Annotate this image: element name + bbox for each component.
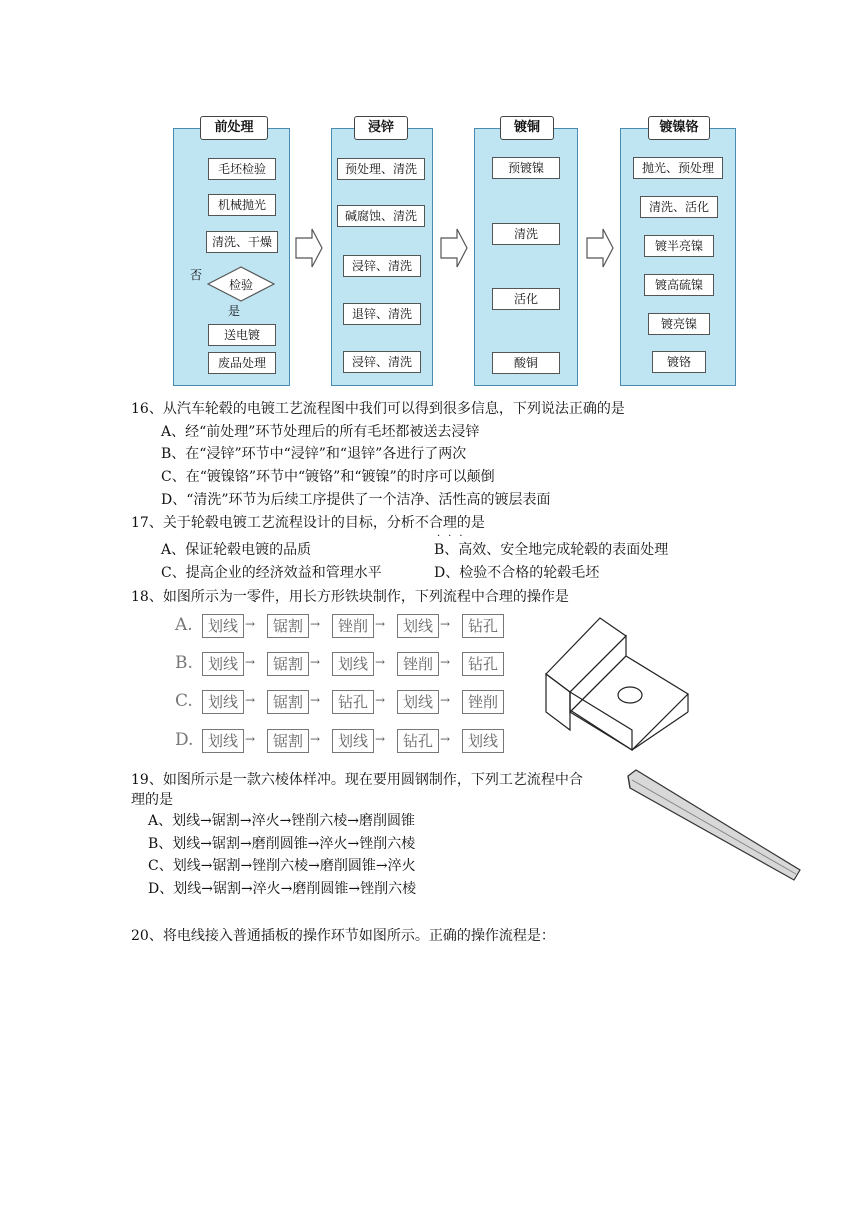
stage-arrow-3 [587,229,613,267]
stage-arrow-2 [441,229,467,267]
flow-arrow-icon: → [310,617,321,631]
q17-option-a[interactable]: A、保证轮毂电镀的品质 [161,542,312,558]
step-box: 退锌、清洗 [343,303,421,325]
process-step-box: 划线 [332,652,374,676]
q19-option-b[interactable]: B、划线→锯割→磨削圆锥→淬火→锉削六棱 [148,836,416,852]
q17-option-c[interactable]: C、提高企业的经济效益和管理水平 [161,565,382,581]
flow-arrow-icon: → [245,693,256,707]
emphasis-dots: ··· [437,531,471,542]
process-step-box: 划线 [202,652,244,676]
panel-title: 镀镍铬 [648,116,710,140]
q16-option-b[interactable]: B、在“浸锌”环节中“浸锌”和“退锌”各进行了两次 [161,446,467,462]
stage-arrow-1 [296,229,322,267]
step-box: 镀铬 [652,351,706,373]
q18-option-letter[interactable]: B. [175,653,193,673]
q17-stem: 17、关于轮毂电镀工艺流程设计的目标，分析不合理的是 [131,515,485,531]
step-box: 浸锌、清洗 [343,351,421,373]
process-step-box: 钻孔 [332,690,374,714]
process-step-box: 划线 [397,614,439,638]
flow-arrow-icon: → [375,617,386,631]
process-step-box: 划线 [332,729,374,753]
flow-arrow-icon: → [375,732,386,746]
process-step-box: 锯割 [267,652,309,676]
process-step-box: 划线 [397,690,439,714]
step-box: 预处理、清洗 [337,158,425,180]
step-box: 清洗、活化 [640,196,718,218]
part-isometric-drawing [540,612,696,752]
process-step-box: 钻孔 [397,729,439,753]
q17-option-b[interactable]: B、高效、安全地完成轮毂的表面处理 [434,542,669,558]
q19-option-c[interactable]: C、划线→锯割→锉削六棱→磨削圆锥→淬火 [148,858,416,874]
step-box: 毛坯检验 [208,158,276,180]
step-box: 预镀镍 [492,157,560,179]
step-box: 活化 [492,288,560,310]
hexagonal-punch-drawing [622,766,806,886]
q17-option-d[interactable]: D、检验不合格的轮毂毛坯 [434,565,600,581]
panel-title: 浸锌 [354,116,408,140]
step-box: 清洗 [492,223,560,245]
panel-title: 前处理 [200,116,268,140]
flow-arrow-icon: → [310,655,321,669]
flow-arrow-icon: → [245,732,256,746]
q19-stem-line1: 19、如图所示是一款六棱体样冲。现在要用圆钢制作，下列工艺流程中合 [131,772,583,788]
flow-arrow-icon: → [440,655,451,669]
q16-option-a[interactable]: A、经“前处理”环节处理后的所有毛坯都被送去浸锌 [161,424,480,440]
flow-arrow-icon: → [245,655,256,669]
flow-arrow-icon: → [440,617,451,631]
q16-stem: 16、从汽车轮毂的电镀工艺流程图中我们可以得到很多信息，下列说法正确的是 [131,401,625,417]
process-step-box: 锯割 [267,690,309,714]
flow-arrow-icon: → [440,693,451,707]
decision-label: 检验 [228,278,253,292]
panel-title: 镀铜 [500,116,554,140]
step-box: 碱腐蚀、清洗 [337,205,425,227]
process-step-box: 钻孔 [462,652,504,676]
step-box: 浸锌、清洗 [343,255,421,277]
process-step-box: 锯割 [267,729,309,753]
step-box: 机械抛光 [208,194,276,216]
q18-option-letter[interactable]: C. [175,691,193,711]
process-step-box: 划线 [202,690,244,714]
q20-stem: 20、将电线接入普通插板的操作环节如图所示。正确的操作流程是： [131,928,555,944]
flow-arrow-icon: → [440,732,451,746]
step-box: 镀亮镍 [648,313,710,335]
q18-stem: 18、如图所示为一零件，用长方形铁块制作，下列流程中合理的操作是 [131,589,569,605]
q18-option-letter[interactable]: D. [175,730,194,750]
flow-arrow-icon: → [310,693,321,707]
step-box: 镀半亮镍 [644,235,714,257]
process-step-box: 钻孔 [462,614,504,638]
process-step-box: 划线 [202,729,244,753]
no-label: 否 [190,268,203,282]
q18-option-letter[interactable]: A. [175,615,193,635]
flow-arrow-icon: → [310,732,321,746]
step-box: 送电镀 [208,324,276,346]
flow-arrow-icon: → [375,693,386,707]
flow-arrow-icon: → [245,617,256,631]
q19-option-a[interactable]: A、划线→锯割→淬火→锉削六棱→磨削圆锥 [148,813,416,829]
q16-option-c[interactable]: C、在“镀镍铬”环节中“镀铬”和“镀镍”的时序可以颠倒 [161,469,495,485]
q16-option-d[interactable]: D、“清洗”环节为后续工序提供了一个洁净、活性高的镀层表面 [161,492,551,508]
step-box: 抛光、预处理 [633,157,723,179]
step-box: 酸铜 [492,352,560,374]
process-step-box: 锯割 [267,614,309,638]
step-box: 清洗、干燥 [206,231,278,253]
process-step-box: 锉削 [332,614,374,638]
step-box: 废品处理 [208,352,276,374]
process-step-box: 划线 [202,614,244,638]
q19-stem-line2: 理的是 [131,792,173,808]
step-box: 镀高硫镍 [644,274,714,296]
q19-option-d[interactable]: D、划线→锯割→淬火→磨削圆锥→锉削六棱 [148,881,417,897]
process-step-box: 划线 [462,729,504,753]
flow-arrow-icon: → [375,655,386,669]
yes-label: 是 [228,304,241,318]
process-step-box: 锉削 [462,690,504,714]
process-step-box: 锉削 [397,652,439,676]
